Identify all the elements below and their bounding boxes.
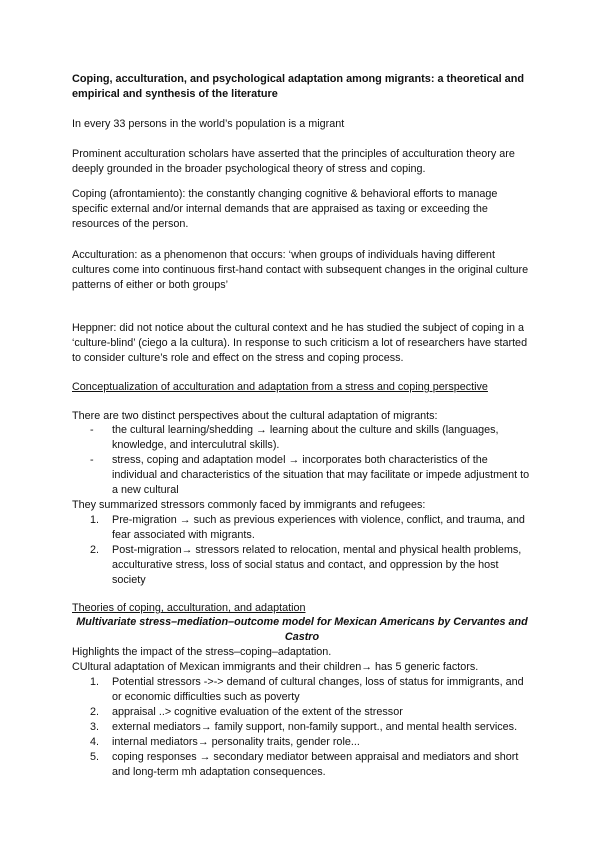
paragraph-two-perspectives: There are two distinct perspectives about the cultural adaptation of migrants: — [72, 410, 438, 422]
list-item-text: Post-migration→ stressors related to relocation, mental and physical health problems, acculturative stress, loss of social status and contact, and oppression by the host society — [112, 544, 522, 586]
list-marker: 5. — [90, 751, 100, 763]
list-item — [90, 735, 532, 750]
section-heading-theories: Theories of coping, acculturation, and adaptation — [72, 602, 306, 614]
list-item-text: internal mediators→ personality traits, gender role... — [112, 736, 360, 748]
list-item — [90, 423, 532, 453]
list-marker: - — [90, 424, 94, 436]
list-item — [90, 720, 532, 735]
list-item — [90, 453, 532, 498]
factors-list — [90, 675, 532, 780]
stressors-list — [90, 513, 532, 588]
list-item-text: Potential stressors ->-> demand of cultural changes, loss of status for immigrants, and or economic difficulties such as poverty — [112, 676, 524, 703]
paragraph-cultural-adaptation: CUltural adaptation of Mexican immigrants and their children→ has 5 generic factors. — [72, 661, 479, 673]
list-marker: 2. — [90, 706, 100, 718]
list-item-text: stress, coping and adaptation model → incorporates both characteristics of the individual and characteristics of the situation that may facilitate or impede adjustment to a new cultural — [112, 454, 530, 496]
list-marker: - — [90, 454, 94, 466]
list-marker: 1. — [90, 514, 100, 526]
list-marker: 4. — [90, 736, 100, 748]
paragraph-acculturation-scholars: Prominent acculturation scholars have asserted that the principles of acculturation theory are deeply grounded in the broader psychological theory of stress and coping. — [72, 148, 515, 175]
list-marker: 3. — [90, 721, 100, 733]
list-item-text: the cultural learning/shedding → learning about the culture and skills (languages, knowledge, and interculutral skills). — [112, 424, 499, 451]
list-item-text: appraisal ..> cognitive evaluation of the extent of the stressor — [112, 706, 403, 718]
model-title: Multivariate stress–mediation–outcome model for Mexican Americans by Cervantes and Castro — [76, 616, 528, 643]
paragraph-heppner: Heppner: did not notice about the cultural context and he has studied the subject of coping in a ‘culture-blind’ (ciego a la cultura). In response to such criticism a lot of researchers have started to consider culture’s role and effect on the stress and coping process. — [72, 322, 528, 364]
paragraph-stressors-summary: They summarized stressors commonly faced by immigrants and refugees: — [72, 499, 426, 511]
list-item — [90, 543, 532, 588]
perspectives-list — [90, 423, 532, 498]
list-item — [90, 750, 532, 780]
paragraph-acculturation-definition: Acculturation: as a phenomenon that occurs: ‘when groups of individuals having different cultures come into continuous first-hand contact with subsequent changes in the original culture patterns of either or both groups’ — [72, 249, 529, 291]
paragraph-highlights: Highlights the impact of the stress–coping–adaptation. — [72, 646, 332, 658]
section-heading-conceptualization: Conceptualization of acculturation and adaptation from a stress and coping perspective — [72, 381, 488, 393]
list-item — [90, 513, 532, 543]
list-item — [90, 675, 532, 705]
list-item-text: external mediators→ family support, non-family support., and mental health services. — [112, 721, 518, 733]
list-marker: 1. — [90, 676, 100, 688]
list-marker: 2. — [90, 544, 100, 556]
paragraph-migrant-stat: In every 33 persons in the world’s population is a migrant — [72, 118, 345, 130]
list-item — [90, 705, 532, 720]
list-item-text: coping responses → secondary mediator between appraisal and mediators and short and long-term mh adaptation consequences. — [112, 751, 519, 778]
document-title: Coping, acculturation, and psychological adaptation among migrants: a theoretical and empirical and synthesis of the literature — [72, 73, 525, 100]
list-item-text: Pre-migration → such as previous experiences with violence, conflict, and trauma, and fear associated with migrants. — [112, 514, 525, 541]
paragraph-coping-definition: Coping (afrontamiento): the constantly changing cognitive & behavioral efforts to manage specific external and/or internal demands that are appraised as taxing or exceeding the resources of the person. — [72, 188, 498, 230]
